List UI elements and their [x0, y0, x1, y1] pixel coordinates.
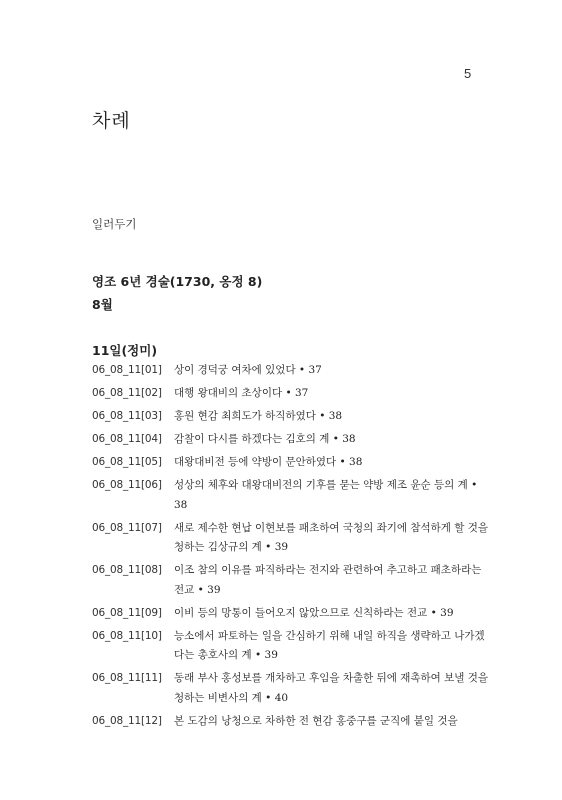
entry-code: 06_08_11[12] [92, 714, 162, 727]
entry-code: 06_08_11[02] [92, 387, 162, 399]
entry-text: 새로 제수한 현납 이현보를 패초하여 국청의 좌기에 참석하게 할 것을 청하는 김상규의 계 • 39 [174, 521, 489, 553]
entry-text: 대왕대비전 등에 약방이 문안하였다 • 38 [174, 456, 363, 468]
entry-code: 06_08_11[03] [92, 410, 162, 422]
entry-code: 06_08_11[09] [92, 606, 162, 619]
toc-entry[interactable] [92, 407, 492, 427]
entry-text: 상이 경덕궁 여차에 있었다 • 37 [174, 364, 322, 376]
entry-code: 06_08_11[10] [92, 629, 162, 642]
page-title: 차례 [92, 110, 131, 132]
toc-entry[interactable] [92, 453, 492, 473]
toc-entry[interactable] [92, 519, 492, 558]
page-number: 5 [464, 66, 472, 81]
entry-text: 대행 왕대비의 초상이다 • 37 [174, 387, 309, 399]
entry-text: 감찰이 다시를 하겠다는 김호의 계 • 38 [174, 433, 356, 445]
entry-text: 이조 참의 이유를 파직하라는 전지와 관련하여 추고하고 패초하라는 전교 • 39 [174, 564, 482, 596]
toc-entry[interactable] [92, 384, 492, 404]
entry-text: 성상의 체후와 대왕대비전의 기후를 묻는 약방 제조 윤순 등의 계 • 38 [174, 479, 478, 511]
toc-entry[interactable] [92, 712, 492, 732]
entry-text: 동래 부사 홍성보를 개차하고 후임을 차출한 뒤에 재촉하여 보낼 것을 청하는 비변사의 계 • 40 [174, 672, 489, 704]
entry-text: 본 도감의 낭청으로 차하한 전 현감 홍중구를 군직에 붙일 것을 [174, 714, 458, 727]
entry-code: 06_08_11[05] [92, 456, 162, 468]
entry-text: 이비 등의 망통이 들어오지 않았으므로 신칙하라는 전교 • 39 [174, 606, 454, 619]
toc-entry[interactable] [92, 604, 492, 624]
entry-code: 06_08_11[11] [92, 672, 162, 684]
day-heading: 11일(정미) [92, 343, 158, 358]
toc-entry[interactable] [92, 476, 492, 515]
toc-entry[interactable] [92, 361, 492, 381]
toc-entry[interactable] [92, 627, 492, 666]
reign-heading: 영조 6년 경술(1730, 옹정 8) [92, 274, 263, 289]
entry-code: 06_08_11[06] [92, 479, 162, 491]
toc-item-front-matter[interactable]: 일러두기 [92, 217, 137, 231]
entry-text: 능소에서 파토하는 일을 간심하기 위해 내일 하직을 생략하고 나가겠다는 총호사의 계 • 39 [174, 629, 485, 661]
toc-entry[interactable] [92, 561, 492, 600]
entry-code: 06_08_11[07] [92, 521, 162, 534]
month-heading: 8월 [92, 297, 113, 312]
entry-text: 홍원 현감 최희도가 하직하였다 • 38 [174, 410, 343, 422]
toc-entry[interactable] [92, 669, 492, 708]
toc-entry-list [92, 361, 492, 735]
entry-code: 06_08_11[04] [92, 433, 162, 445]
entry-code: 06_08_11[08] [92, 564, 162, 576]
entry-code: 06_08_11[01] [92, 364, 162, 376]
toc-entry[interactable] [92, 430, 492, 450]
